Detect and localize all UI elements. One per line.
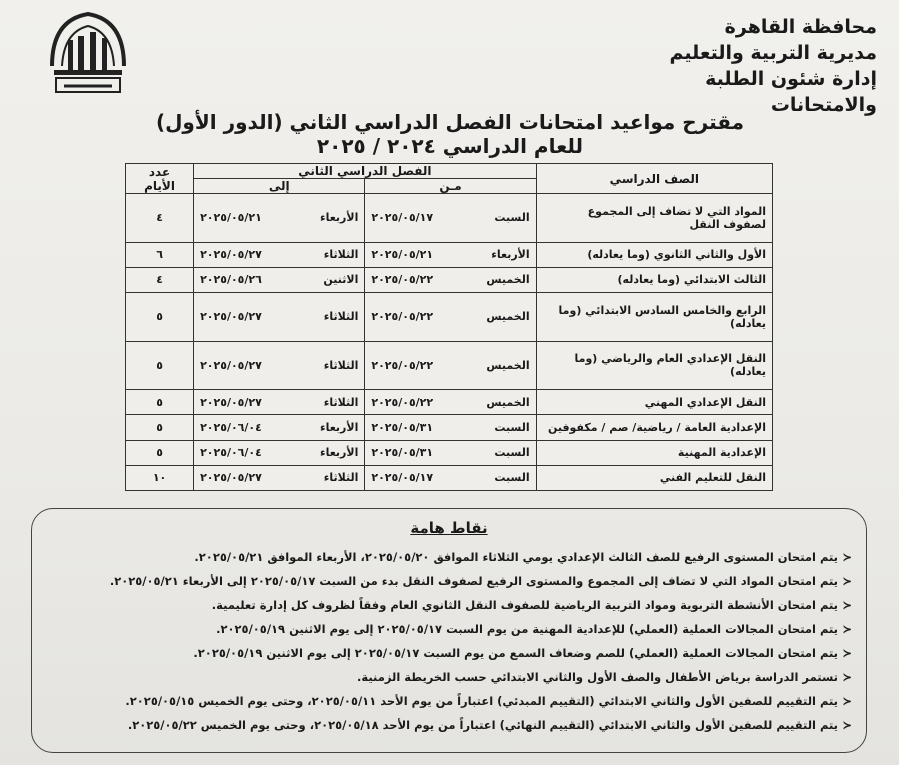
from-day: الخميس [486, 310, 530, 324]
to-date: ٢٠٢٥/٠٥/٢٧ [200, 395, 262, 409]
to-day: الثلاثاء [323, 248, 359, 262]
to-cell [194, 267, 365, 292]
from-cell [365, 267, 536, 292]
days-cell: ٦ [126, 242, 194, 267]
bullet-icon: ≺ [842, 598, 852, 612]
to-day: الثلاثاء [323, 395, 359, 409]
table-row [126, 194, 773, 243]
to-date: ٢٠٢٥/٠٦/٠٤ [200, 420, 262, 434]
bullet-icon: ≺ [842, 670, 852, 684]
to-cell [194, 390, 365, 415]
to-cell [194, 242, 365, 267]
table-row [126, 242, 773, 267]
from-cell [365, 242, 536, 267]
days-cell: ٥ [126, 390, 194, 415]
to-date: ٢٠٢٥/٠٥/٢٧ [200, 248, 262, 262]
from-day: السبت [494, 420, 530, 434]
col-from-header: مـن [365, 179, 536, 194]
from-date: ٢٠٢٥/٠٥/١٧ [371, 211, 434, 225]
to-cell [194, 440, 365, 465]
from-date: ٢٠٢٥/٠٥/٢٢ [371, 273, 434, 287]
to-cell [194, 465, 365, 490]
from-date: ٢٠٢٥/٠٥/٣١ [371, 420, 434, 434]
from-date: ٢٠٢٥/٠٥/٢٢ [371, 358, 434, 372]
bullet-icon: ≺ [842, 694, 852, 708]
table-row [126, 465, 773, 490]
from-cell [365, 390, 536, 415]
col-term-header: الفصل الدراسي الثاني [194, 164, 537, 179]
grade-cell: النقل الإعدادي المهني [536, 390, 772, 415]
from-date: ٢٠٢٥/٠٥/٢٢ [371, 310, 434, 324]
table-row [126, 440, 773, 465]
from-cell [365, 341, 536, 390]
from-day: الأربعاء [491, 248, 530, 262]
days-cell: ٥ [126, 341, 194, 390]
to-cell [194, 292, 365, 341]
bullet-icon: ≺ [842, 622, 852, 636]
to-day: الثلاثاء [323, 358, 359, 372]
col-grade-header: الصف الدراسي [536, 164, 772, 194]
from-day: الخميس [486, 273, 530, 287]
grade-cell: المواد التي لا تضاف إلى المجموع لصفوف النقل [536, 194, 772, 243]
to-date: ٢٠٢٥/٠٥/٢٧ [200, 358, 262, 372]
important-notes-box [31, 508, 867, 753]
grade-cell: الإعدادية العامة / رياضية/ صم / مكفوفين [536, 415, 772, 440]
col-to-header: إلى [194, 179, 365, 194]
notes-title: نقاط هامة [410, 519, 488, 537]
table-row [126, 267, 773, 292]
bullet-icon: ≺ [842, 646, 852, 660]
grade-cell: النقل للتعليم الفني [536, 465, 772, 490]
document-title: مقترح مواعيد امتحانات الفصل الدراسي الثاني (الدور الأول) للعام الدراسي ٢٠٢٤ / ٢٠٢٥ [155, 110, 745, 158]
from-day: السبت [494, 446, 530, 460]
days-cell: ٥ [126, 440, 194, 465]
table-row [126, 415, 773, 440]
from-day: الخميس [486, 395, 530, 409]
ministry-logo-icon [42, 6, 134, 110]
days-cell: ١٠ [126, 465, 194, 490]
directorate-line: مديرية التربية والتعليم [669, 42, 877, 64]
from-date: ٢٠٢٥/٠٥/٢٢ [371, 395, 434, 409]
days-cell: ٥ [126, 415, 194, 440]
table-row [126, 341, 773, 390]
from-cell [365, 440, 536, 465]
to-date: ٢٠٢٥/٠٥/٢٦ [200, 273, 262, 287]
list-item: ≺يتم امتحان المستوى الرفيع للصف الثالث الإعدادي يومي الثلاثاء الموافق ٢٠٢٥/٠٥/٢٠، الأربعاء الموافق ٢٠٢٥/٠٥/٢١. [46, 545, 852, 569]
from-cell [365, 194, 536, 243]
list-item: ≺يتم امتحان الأنشطة التربوية ومواد التربية الرياضية للصفوف النقل الثانوي العام وفقاً لظروف كل إدارة تعليمية. [46, 593, 852, 617]
days-cell: ٥ [126, 292, 194, 341]
days-cell: ٤ [126, 194, 194, 243]
bullet-icon: ≺ [842, 718, 852, 732]
grade-cell: الثالث الابتدائي (وما يعادله) [536, 267, 772, 292]
grade-cell: الرابع والخامس السادس الابتدائي (وما يعادله) [536, 292, 772, 341]
days-cell: ٤ [126, 267, 194, 292]
to-cell [194, 194, 365, 243]
notes-list [46, 545, 852, 737]
to-cell [194, 341, 365, 390]
to-date: ٢٠٢٥/٠٥/٢٧ [200, 471, 262, 485]
from-cell [365, 415, 536, 440]
grade-cell: الأول والثاني الثانوي (وما يعادله) [536, 242, 772, 267]
list-item: ≺يتم امتحان المجالات العملية (العملي) للإعدادية المهنية من يوم السبت ٢٠٢٥/٠٥/١٧ إلى يوم الاثنين ٢٠٢٥/٠٥/١٩. [46, 617, 852, 641]
to-date: ٢٠٢٥/٠٥/٢٧ [200, 310, 262, 324]
to-day: الأربعاء [319, 420, 359, 434]
table-row [126, 390, 773, 415]
list-item: ≺يتم التقييم للصفين الأول والثاني الابتدائي (التقييم المبدئي) اعتباراً من يوم الأحد ٢٠٢٥/٠٥/١١، وحتى يوم الخميس ٢٠٢٥/٠٥/١٥. [46, 689, 852, 713]
bullet-icon: ≺ [842, 574, 852, 588]
governorate-line: محافظة القاهرة [724, 16, 877, 38]
to-date: ٢٠٢٥/٠٥/٢١ [200, 211, 262, 225]
from-cell [365, 292, 536, 341]
bullet-icon: ≺ [842, 550, 852, 564]
from-cell [365, 465, 536, 490]
to-day: الأربعاء [319, 446, 359, 460]
col-days-header: عدد الأيام [126, 164, 194, 194]
from-day: السبت [494, 471, 530, 485]
table-row [126, 292, 773, 341]
to-cell [194, 415, 365, 440]
from-date: ٢٠٢٥/٠٥/٢١ [371, 248, 434, 262]
from-day: السبت [494, 211, 530, 225]
to-day: الثلاثاء [323, 310, 359, 324]
list-item: ≺يتم امتحان المجالات العملية (العملي) للصم وضعاف السمع من يوم السبت ٢٠٢٥/٠٥/١٧ إلى يوم الاثنين ٢٠٢٥/٠٥/١٩. [46, 641, 852, 665]
exam-schedule-table [125, 163, 773, 491]
grade-cell: النقل الإعدادي العام والرياضي (وما يعادله) [536, 341, 772, 390]
issuer-header [617, 14, 877, 118]
list-item: ≺يتم التقييم للصفين الأول والثاني الابتدائي (التقييم النهائي) اعتباراً من يوم الأحد ٢٠٢٥/٠٥/١٨، وحتى يوم الخميس ٢٠٢٥/٠٥/٢٢. [46, 713, 852, 737]
to-day: الأربعاء [319, 211, 359, 225]
to-date: ٢٠٢٥/٠٦/٠٤ [200, 446, 262, 460]
to-day: الاثنين [323, 273, 359, 287]
list-item: ≺تستمر الدراسة برياض الأطفال والصف الأول والثاني الابتدائي حسب الخريطة الزمنية. [46, 665, 852, 689]
list-item: ≺يتم امتحان المواد التي لا تضاف إلى المجموع والمستوى الرفيع لصفوف النقل بدء من السبت ٢٠٢٥/٠٥/١٧ إلى الأربعاء ٢٠٢٥/٠٥/٢١. [46, 569, 852, 593]
from-date: ٢٠٢٥/٠٥/١٧ [371, 471, 434, 485]
department-line: إدارة شئون الطلبة والامتحانات [705, 68, 877, 116]
from-date: ٢٠٢٥/٠٥/٣١ [371, 446, 434, 460]
to-day: الثلاثاء [323, 471, 359, 485]
from-day: الخميس [486, 358, 530, 372]
grade-cell: الإعدادية المهنية [536, 440, 772, 465]
